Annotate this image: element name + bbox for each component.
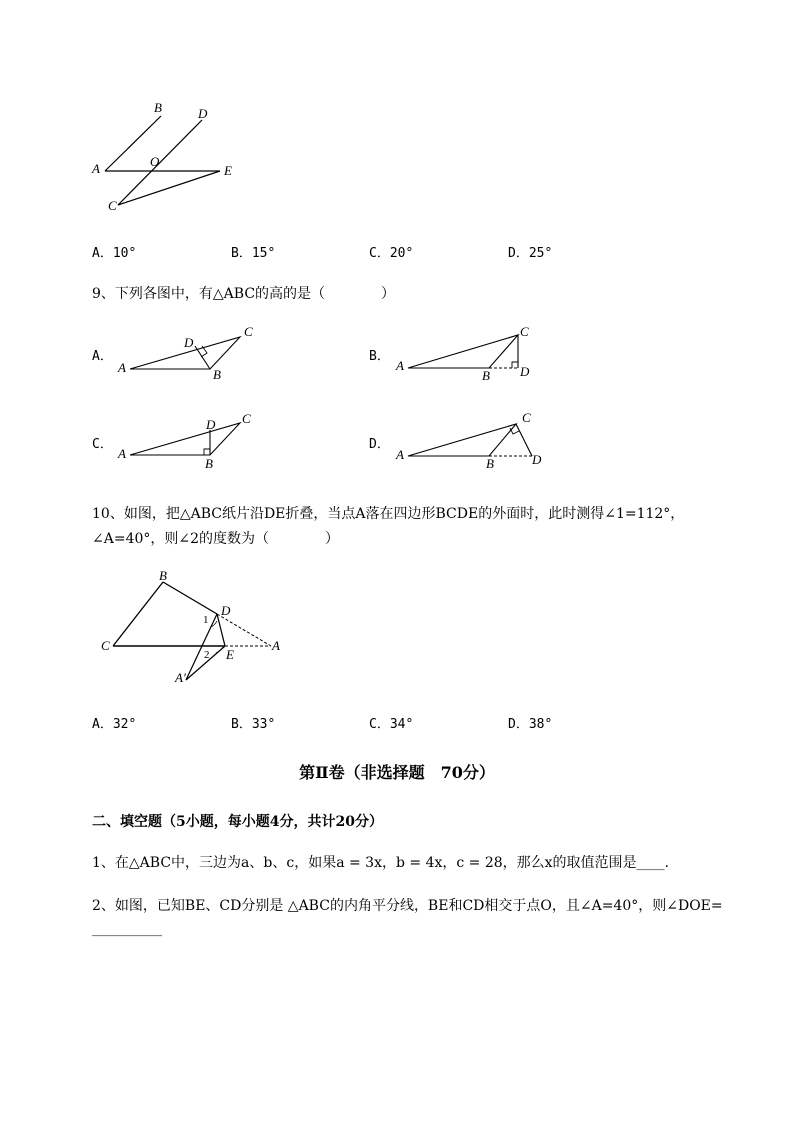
q9-figure-a bbox=[112, 322, 272, 382]
q9a-label-C: C bbox=[244, 324, 253, 339]
q8-option-d: D．25° bbox=[508, 246, 553, 261]
label-B: B bbox=[154, 100, 162, 115]
q9-option-b-label: B． bbox=[369, 349, 390, 364]
q8-option-b: B．15° bbox=[231, 246, 276, 261]
q9-option-c-label: C． bbox=[92, 437, 113, 452]
label-E: E bbox=[224, 163, 232, 178]
q10-label-angle2: 2 bbox=[204, 649, 210, 661]
label-A: A bbox=[92, 161, 100, 176]
q9d-label-D: D bbox=[532, 452, 542, 467]
q10-stem-line1: 10、如图，把△ABC纸片沿DE折叠，当点A落在四边形BCDE的外面时，此时测得∠1=112°， bbox=[92, 506, 685, 522]
q8-option-a: A．10° bbox=[92, 246, 137, 261]
q9-stem: 9、下列各图中，有△ABC的高的是（ ） bbox=[92, 286, 396, 302]
q10-label-Aprime: A′ bbox=[175, 670, 186, 685]
q9c-label-D: D bbox=[206, 417, 216, 432]
q9-figure-d bbox=[392, 408, 552, 470]
q9-option-d-label: D． bbox=[369, 437, 390, 452]
q9a-label-B: B bbox=[213, 367, 221, 382]
q9c-label-A: A bbox=[118, 446, 126, 461]
q10-figure bbox=[95, 565, 295, 690]
q10-label-B: B bbox=[159, 568, 167, 583]
q9b-label-C: C bbox=[520, 324, 529, 339]
fill-question-2-blank: __________ bbox=[92, 921, 162, 937]
label-O: O bbox=[150, 154, 160, 169]
fill-question-1: 1、在△ABC中，三边为a、b、c，如果a = 3x，b = 4x，c = 28，那么x的取值范围是____. bbox=[92, 855, 669, 871]
q9b-label-B: B bbox=[482, 368, 490, 382]
q9d-label-C: C bbox=[522, 410, 531, 425]
q9-figure-b bbox=[392, 322, 552, 382]
q10-label-A: A bbox=[272, 638, 280, 653]
q10-option-c: C．34° bbox=[369, 717, 414, 732]
fill-question-2-line1: 2、如图，已知BE、CD分别是 △ABC的内角平分线，BE和CD相交于点O，且∠A=40°，则∠DOE= bbox=[92, 898, 723, 914]
q10-option-d: D．38° bbox=[508, 717, 553, 732]
line-CE bbox=[118, 171, 220, 205]
q9b-label-A: A bbox=[396, 358, 404, 373]
q10-label-C: C bbox=[101, 638, 110, 653]
q9a-label-A: A bbox=[118, 360, 126, 375]
q9-option-a-label: A． bbox=[92, 349, 113, 364]
section2-subtitle: 二、填空题（5小题，每小题4分，共计20分） bbox=[92, 814, 383, 830]
q10-label-E: E bbox=[226, 647, 234, 662]
q9c-label-C: C bbox=[242, 411, 251, 426]
section2-title: 第Ⅱ卷（非选择题 70分） bbox=[299, 763, 495, 782]
q9-figure-c bbox=[112, 410, 272, 470]
q9a-label-D: D bbox=[184, 335, 194, 350]
q10-option-b: B．33° bbox=[231, 717, 276, 732]
q8-option-c: C．20° bbox=[369, 246, 414, 261]
q9c-label-B: B bbox=[205, 456, 213, 470]
label-D: D bbox=[198, 106, 208, 121]
q10-label-D: D bbox=[221, 603, 231, 618]
q9d-label-B: B bbox=[486, 456, 494, 470]
q8-figure bbox=[88, 98, 248, 218]
label-C: C bbox=[108, 198, 117, 213]
q10-option-a: A．32° bbox=[92, 717, 137, 732]
line-CD bbox=[118, 120, 202, 205]
q9d-label-A: A bbox=[396, 447, 404, 462]
q9b-label-D: D bbox=[520, 364, 530, 379]
q10-label-angle1: 1 bbox=[203, 614, 209, 626]
q10-stem-line2: ∠A=40°，则∠2的度数为（ ） bbox=[92, 531, 340, 547]
